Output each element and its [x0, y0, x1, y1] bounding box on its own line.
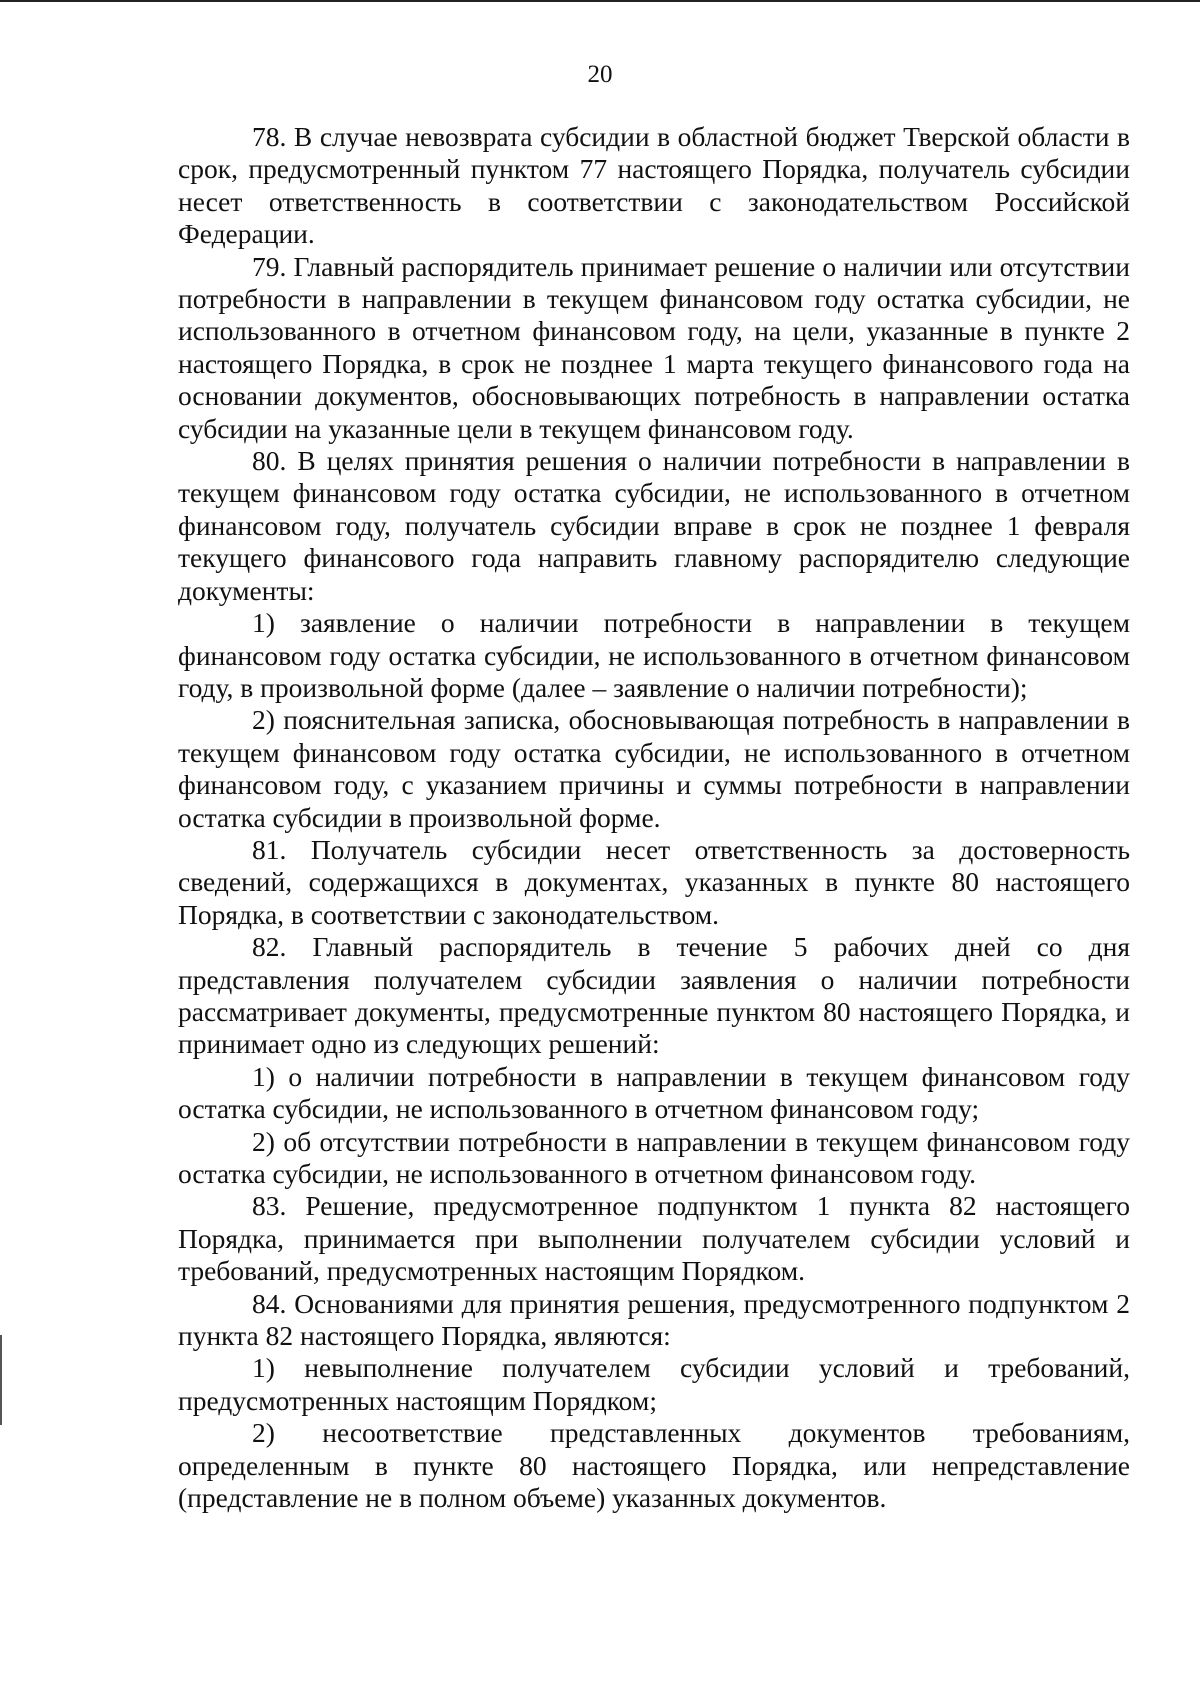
scan-edge-top	[0, 0, 1200, 2]
paragraph-82-item-1: 1) о наличии потребности в направлении в текущем финансовом году остатка субсидии, не использованного в отчетном финансовом году;	[178, 1060, 1130, 1125]
paragraph-84-item-1: 1) невыполнение получателем субсидии условий и требований, предусмотренных настоящим Порядком;	[178, 1352, 1130, 1416]
paragraph-80-item-2: 2) пояснительная записка, обосновывающая потребность в направлении в текущем финансовом году остатка субсидии, не использованного в отчетном финансовом году, с указанием причины и суммы потребности в направлении остатка субсидии в произвольной форме.	[178, 704, 1130, 833]
paragraph-82: 82. Главный распорядитель в течение 5 рабочих дней со дня представления получателем субсидии заявления о наличии потребности рассматривает документы, предусмотренные пунктом 80 настоящего Порядка, и принимает одно из следующих решений:	[178, 931, 1130, 1060]
paragraph-84: 84. Основаниями для принятия решения, предусмотренного подпунктом 2 пункта 82 настоящего Порядка, являются:	[178, 1287, 1130, 1352]
page-number: 20	[587, 61, 613, 88]
paragraph-80: 80. В целях принятия решения о наличии потребности в направлении в текущем финансовом году остатка субсидии, не использованного в отчетном финансовом году, получатель субсидии вправе в срок не позднее 1 февраля текущего финансового года направить главному распорядителю следующие документы:	[178, 445, 1130, 606]
paragraph-82-item-2: 2) об отсутствии потребности в направлении в текущем финансовом году остатка субсидии, не использованного в отчетном финансовом году.	[178, 1125, 1130, 1189]
document-body	[178, 121, 1130, 1514]
paragraph-80-item-1: 1) заявление о наличии потребности в направлении в текущем финансовом году остатка субсидии, не использованного в отчетном финансовом году, в произвольной форме (далее – заявление о наличии потребности);	[178, 607, 1130, 703]
paragraph-84-item-2: 2) несоответствие представленных документов требованиям, определенным в пункте 80 настоящего Порядка, или непредставление (представление не в полном объеме) указанных документов.	[178, 1417, 1130, 1514]
paragraph-79: 79. Главный распорядитель принимает решение о наличии или отсутствии потребности в направлении в текущем финансовом году остатка субсидии, не использованного в отчетном финансовом году, на цели, указанные в пункте 2 настоящего Порядка, в срок не позднее 1 марта текущего финансового года на основании документов, обосновывающих потребность в направлении остатка субсидии на указанные цели в текущем финансовом году.	[178, 250, 1130, 444]
scan-edge-left	[0, 1335, 2, 1425]
paragraph-81: 81. Получатель субсидии несет ответственность за достоверность сведений, содержащихся в документах, указанных в пункте 80 настоящего Порядка, в соответствии с законодательством.	[178, 833, 1130, 930]
paragraph-83: 83. Решение, предусмотренное подпунктом 1 пункта 82 настоящего Порядка, принимается при выполнении получателем субсидии условий и требований, предусмотренных настоящим Порядком.	[178, 1190, 1130, 1287]
paragraph-78: 78. В случае невозврата субсидии в областной бюджет Тверской области в срок, предусмотренный пунктом 77 настоящего Порядка, получатель субсидии несет ответственность в соответствии с законодательством Российской Федерации.	[178, 121, 1130, 250]
